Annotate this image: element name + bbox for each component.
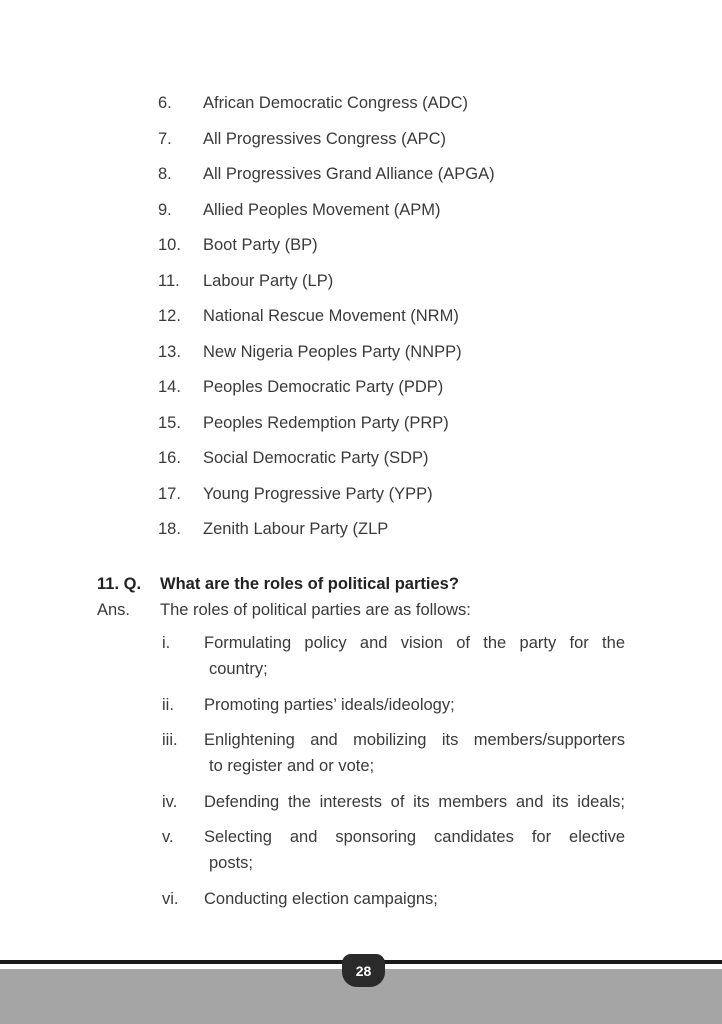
party-list-item bbox=[158, 122, 495, 158]
role-text-line: Conducting election campaigns; bbox=[204, 889, 438, 908]
qa-section bbox=[97, 571, 625, 921]
party-list-item bbox=[158, 86, 495, 122]
party-item-number: 15. bbox=[158, 413, 181, 432]
party-list-item bbox=[158, 193, 495, 229]
role-item bbox=[162, 789, 625, 815]
role-item bbox=[162, 824, 625, 876]
role-item-numeral: v. bbox=[162, 828, 174, 846]
role-item-numeral: i. bbox=[162, 634, 171, 652]
party-item-number: 10. bbox=[158, 236, 181, 254]
party-list-item bbox=[158, 477, 495, 513]
role-text-line: country; bbox=[209, 660, 268, 678]
party-item-text: Peoples Redemption Party (PRP) bbox=[203, 413, 449, 432]
answer-intro: The roles of political parties are as follows: bbox=[160, 601, 471, 619]
party-item-number: 12. bbox=[158, 307, 181, 325]
role-item-text bbox=[204, 886, 625, 912]
party-item-text: Boot Party (BP) bbox=[203, 236, 318, 254]
role-text-line: Selecting and sponsoring candidates for elective bbox=[204, 828, 625, 846]
party-item-text: Young Progressive Party (YPP) bbox=[203, 484, 433, 503]
party-item-text: All Progressives Congress (APC) bbox=[203, 129, 446, 148]
role-item bbox=[162, 692, 625, 718]
party-item-text: Peoples Democratic Party (PDP) bbox=[203, 378, 444, 396]
role-item-text bbox=[204, 630, 625, 682]
party-item-text: All Progressives Grand Alliance (APGA) bbox=[203, 165, 495, 183]
role-item-numeral: iv. bbox=[162, 792, 178, 811]
party-list-item bbox=[158, 228, 495, 264]
party-item-text: Allied Peoples Movement (APM) bbox=[203, 200, 441, 219]
question-number: 11. Q. bbox=[97, 575, 142, 593]
party-item-number: 9. bbox=[158, 200, 172, 219]
party-item-number: 14. bbox=[158, 378, 181, 396]
role-text-line: to register and or vote; bbox=[209, 757, 375, 775]
role-text-line: Enlightening and mobilizing its members/supporters bbox=[204, 731, 625, 749]
party-item-text: Social Democratic Party (SDP) bbox=[203, 449, 429, 467]
political-parties-list bbox=[158, 86, 495, 548]
role-item-text bbox=[204, 692, 625, 718]
role-text-line: Defending the interests of its members and its ideals; bbox=[204, 792, 625, 811]
answer-row bbox=[97, 597, 625, 623]
answer-label: Ans. bbox=[97, 601, 131, 619]
role-text-line: posts; bbox=[209, 854, 254, 872]
party-item-number: 13. bbox=[158, 342, 181, 361]
party-list-item bbox=[158, 406, 495, 442]
role-item-numeral: ii. bbox=[162, 695, 174, 714]
party-item-number: 16. bbox=[158, 449, 181, 467]
role-item-text bbox=[204, 789, 625, 815]
party-list-item bbox=[158, 157, 495, 193]
party-list-item bbox=[158, 264, 495, 300]
role-text-line: Formulating policy and vision of the party for the bbox=[204, 634, 625, 652]
question-text: What are the roles of political parties? bbox=[160, 575, 459, 593]
party-item-text: African Democratic Congress (ADC) bbox=[203, 94, 468, 112]
role-item bbox=[162, 886, 625, 912]
role-item-text bbox=[204, 824, 625, 876]
page-number: 28 bbox=[355, 962, 372, 979]
party-item-text: New Nigeria Peoples Party (NNPP) bbox=[203, 342, 462, 361]
party-item-number: 18. bbox=[158, 520, 181, 538]
role-item-numeral: vi. bbox=[162, 889, 179, 908]
party-item-text: Zenith Labour Party (ZLP bbox=[203, 520, 389, 538]
role-item-numeral: iii. bbox=[162, 731, 178, 749]
party-item-text: National Rescue Movement (NRM) bbox=[203, 307, 459, 325]
question-row bbox=[97, 571, 625, 597]
party-item-number: 8. bbox=[158, 165, 172, 183]
party-item-number: 7. bbox=[158, 129, 172, 148]
roles-roman-list bbox=[162, 630, 625, 912]
party-item-number: 17. bbox=[158, 484, 181, 503]
role-text-line: Promoting parties’ ideals/ideology; bbox=[204, 695, 455, 714]
role-item bbox=[162, 630, 625, 682]
page-number-badge bbox=[342, 954, 385, 987]
party-list-item bbox=[158, 512, 495, 548]
party-item-number: 11. bbox=[158, 271, 180, 290]
party-list-item bbox=[158, 335, 495, 371]
party-list-item bbox=[158, 441, 495, 477]
party-item-text: Labour Party (LP) bbox=[203, 271, 334, 290]
party-list-item bbox=[158, 299, 495, 335]
role-item-text bbox=[204, 727, 625, 779]
role-item bbox=[162, 727, 625, 779]
party-list-item bbox=[158, 370, 495, 406]
party-item-number: 6. bbox=[158, 94, 172, 112]
